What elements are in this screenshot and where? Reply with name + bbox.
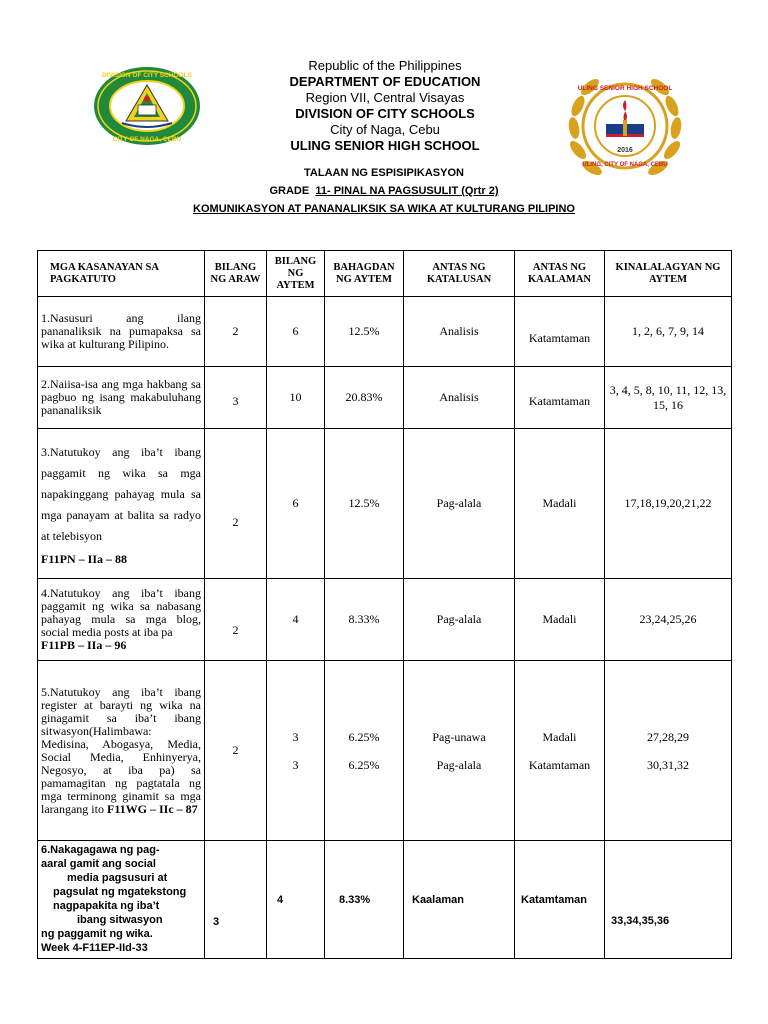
percent-value-b: 6.25% bbox=[348, 757, 380, 772]
level-cell: Analisis bbox=[404, 297, 515, 367]
items-cell: 10 bbox=[267, 367, 325, 429]
table-row bbox=[38, 661, 732, 841]
percent-cell: 12.5% bbox=[325, 429, 404, 579]
percent-cell: 12.5% bbox=[325, 297, 404, 367]
city-line: City of Naga, Cebu bbox=[330, 122, 440, 137]
competency-cell bbox=[38, 429, 205, 579]
placement-cell: 17,18,19,20,21,22 bbox=[605, 429, 732, 579]
percent-cell: 20.83% bbox=[325, 367, 404, 429]
region-line: Region VII, Central Visayas bbox=[305, 90, 465, 105]
difficulty-cell: Madali bbox=[515, 429, 605, 579]
republic-line: Republic of the Philippines bbox=[308, 58, 462, 73]
difficulty-cell: Katamtaman bbox=[515, 367, 605, 429]
header-difficulty: ANTAS NG KAALAMAN bbox=[515, 251, 605, 297]
competency-line: pagsulat ng mgatekstong bbox=[53, 886, 187, 898]
specification-table bbox=[37, 250, 732, 959]
level-cell: Kaalaman bbox=[404, 841, 515, 959]
competency-text: 4.Natutukoy ang iba’t ibang paggamit ng wika sa nabasang pahayag mula sa mga blog, social media posts at iba pa bbox=[41, 586, 201, 639]
table-row bbox=[38, 841, 732, 959]
placement-value-a: 27,28,29 bbox=[647, 729, 689, 744]
header-lines bbox=[260, 58, 510, 154]
placement-value-b: 30,31,32 bbox=[647, 757, 689, 772]
days-cell: 2 bbox=[205, 661, 267, 841]
competency-text: 3.Natutukoy ang iba’t ibang paggamit ng wika sa mga napakinggang pahayag mula sa mga panayam at balita sa radyo at telebisyon bbox=[41, 444, 201, 543]
competency-text: 5.Natutukoy ang iba’t ibang register at barayti ng wika na ginagamit sa iba’t ibang sitwasyon(Halimbawa: Medisina, Abogasya, Media, Social Media, Enhinyerya, Negosyo, at iba pa) sa pamamagitan ng pagtatala ng mga terminong ginamit sa mga larangang ito bbox=[41, 684, 201, 816]
school-line: ULING SENIOR HIGH SCHOOL bbox=[290, 138, 480, 153]
competency-line: nagpapakita ng iba’t bbox=[53, 900, 160, 912]
svg-text:CITY OF NAGA, CEBU: CITY OF NAGA, CEBU bbox=[112, 136, 182, 143]
table-header-row bbox=[38, 251, 732, 297]
table-row bbox=[38, 297, 732, 367]
items-cell: 4 bbox=[267, 579, 325, 661]
percent-cell: 8.33% bbox=[325, 841, 404, 959]
competency-line: 6.Nakagagawa ng pag- bbox=[41, 844, 160, 856]
days-cell: 3 bbox=[205, 841, 267, 959]
header-level: ANTAS NG KATALUSAN bbox=[404, 251, 515, 297]
level-cell: Pag-alala bbox=[404, 429, 515, 579]
difficulty-cell: Katamtaman bbox=[515, 841, 605, 959]
header-items: BILANG NG AYTEM bbox=[267, 251, 325, 297]
competency-line: ng paggamit ng wika. bbox=[41, 928, 153, 940]
header-placement: KINALALAGYAN NG AYTEM bbox=[605, 251, 732, 297]
svg-text:DIVISION OF CITY SCHOOLS: DIVISION OF CITY SCHOOLS bbox=[102, 72, 192, 79]
items-value-b: 3 bbox=[292, 757, 299, 772]
competency-line: media pagsusuri at bbox=[67, 872, 168, 884]
days-cell: 2 bbox=[205, 429, 267, 579]
competency-line: aaral gamit ang social bbox=[41, 858, 156, 870]
items-cell: 6 bbox=[267, 429, 325, 579]
competency-line: Week 4-F11EP-IId-33 bbox=[41, 942, 148, 954]
percent-cell: 8.33% bbox=[325, 579, 404, 661]
grade-detail: 11- PINAL NA PAGSUSULIT (Qrtr 2) bbox=[315, 185, 499, 197]
level-value-a: Pag-unawa bbox=[432, 729, 486, 744]
level-cell: Pag-alala bbox=[404, 579, 515, 661]
header-percent: BAHAGDAN NG AYTEM bbox=[325, 251, 404, 297]
svg-text:ULING SENIOR HIGH SCHOOL: ULING SENIOR HIGH SCHOOL bbox=[577, 85, 673, 92]
items-cell: 4 bbox=[267, 841, 325, 959]
difficulty-cell: Katamtaman bbox=[515, 297, 605, 367]
days-cell: 2 bbox=[205, 579, 267, 661]
competency-cell: 1.Nasusuri ang ilang pananaliksik na pumapaksa sa wika at kulturang Pilipino. bbox=[38, 297, 205, 367]
grade-line bbox=[0, 182, 768, 200]
title-line: TALAAN NG ESPISIPIKASYON bbox=[304, 167, 464, 179]
department-line: DEPARTMENT OF EDUCATION bbox=[289, 74, 481, 89]
document-title bbox=[0, 164, 768, 218]
placement-cell: 3, 4, 5, 8, 10, 11, 12, 13, 15, 16 bbox=[605, 367, 732, 429]
seal-year: 2016 bbox=[617, 147, 633, 154]
days-cell: 2 bbox=[205, 297, 267, 367]
difficulty-value-b: Katamtaman bbox=[528, 757, 591, 772]
percent-value-a: 6.25% bbox=[348, 729, 380, 744]
document-header bbox=[0, 0, 768, 230]
level-value-b: Pag-alala bbox=[436, 757, 482, 772]
competency-cell bbox=[38, 579, 205, 661]
difficulty-cell bbox=[515, 661, 605, 841]
table-row bbox=[38, 367, 732, 429]
competency-cell bbox=[38, 841, 205, 959]
percent-cell bbox=[325, 661, 404, 841]
items-cell: 6 bbox=[267, 297, 325, 367]
division-line: DIVISION OF CITY SCHOOLS bbox=[295, 106, 475, 121]
competency-code: F11PB – IIa – 96 bbox=[41, 638, 127, 652]
competency-line: ibang sitwasyon bbox=[77, 914, 163, 926]
placement-cell: 33,34,35,36 bbox=[605, 841, 732, 959]
difficulty-cell: Madali bbox=[515, 579, 605, 661]
difficulty-value-a: Madali bbox=[542, 729, 577, 744]
items-value-a: 3 bbox=[292, 729, 299, 744]
table-row bbox=[38, 579, 732, 661]
days-cell: 3 bbox=[205, 367, 267, 429]
placement-cell: 1, 2, 6, 7, 9, 14 bbox=[605, 297, 732, 367]
header-days: BILANG NG ARAW bbox=[205, 251, 267, 297]
division-seal-logo bbox=[92, 65, 202, 147]
grade-prefix: GRADE bbox=[269, 185, 310, 197]
level-cell bbox=[404, 661, 515, 841]
table-row bbox=[38, 429, 732, 579]
svg-text:ULING, CITY OF NAGA, CEBU: ULING, CITY OF NAGA, CEBU bbox=[582, 162, 668, 168]
competency-code: F11WG – IIc – 87 bbox=[106, 801, 198, 816]
subject-line: KOMUNIKASYON AT PANANALIKSIK SA WIKA AT KULTURANG PILIPINO bbox=[193, 203, 575, 215]
header-competency: MGA KASANAYAN SA PAGKATUTO bbox=[38, 251, 205, 297]
competency-cell bbox=[38, 661, 205, 841]
level-cell: Analisis bbox=[404, 367, 515, 429]
items-cell bbox=[267, 661, 325, 841]
competency-cell: 2.Naiisa-isa ang mga hakbang sa pagbuo ng isang makabuluhang pananaliksik bbox=[38, 367, 205, 429]
competency-code: F11PN – IIa – 88 bbox=[41, 551, 128, 566]
placement-cell: 23,24,25,26 bbox=[605, 579, 732, 661]
placement-cell bbox=[605, 661, 732, 841]
